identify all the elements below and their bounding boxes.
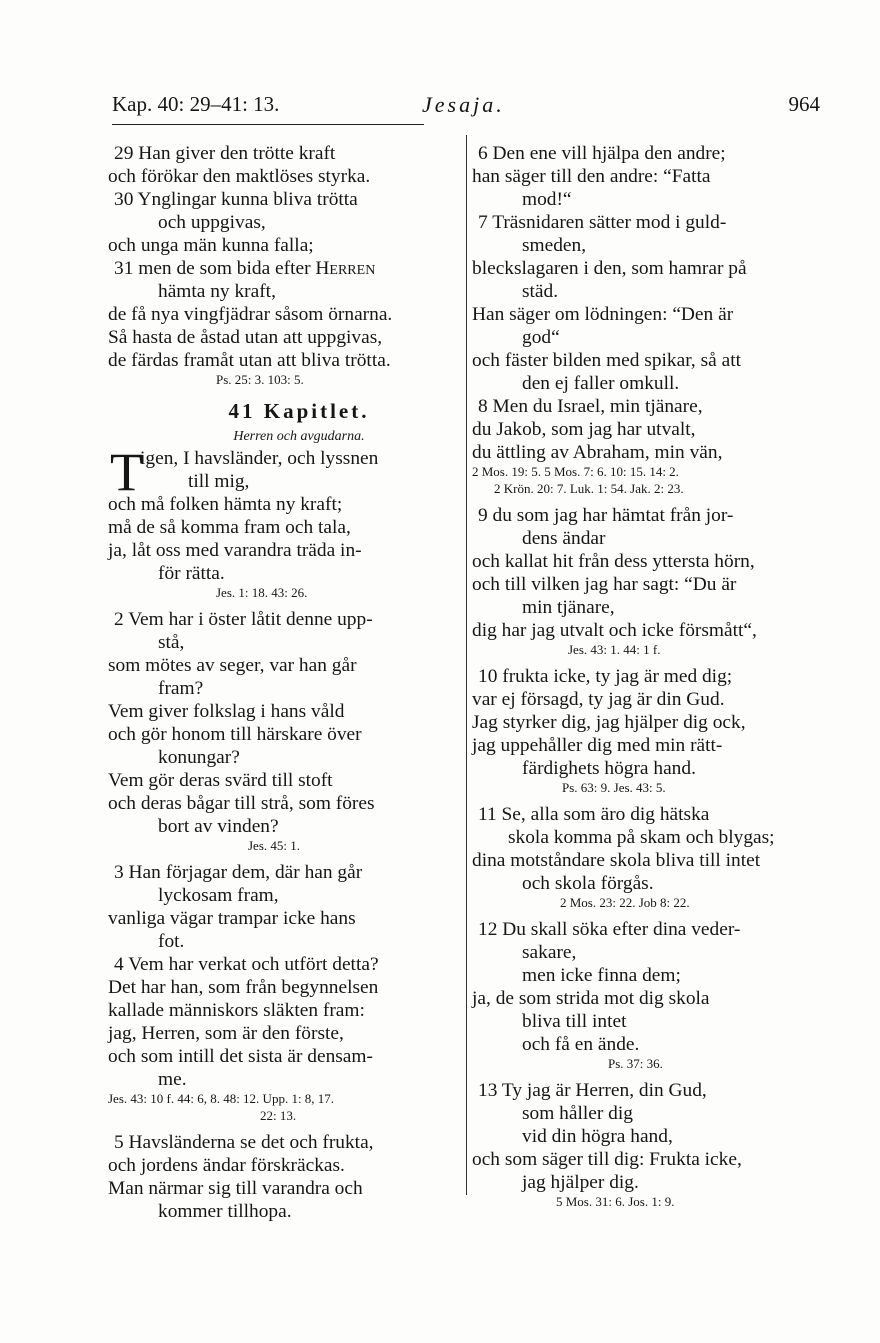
text-line: Det har han, som från begynnelsen: [108, 977, 379, 998]
text-line: sakare,: [522, 942, 577, 963]
text-line: färdighets högra hand.: [522, 758, 696, 779]
text-line: 9 du som jag har hämtat från jor-: [478, 505, 734, 526]
text-line: god“: [522, 327, 560, 348]
text-line: dens ändar: [522, 528, 606, 549]
text-line: ja, låt oss med varandra träda in-: [108, 540, 362, 561]
text-line: 13 Ty jag är Herren, din Gud,: [478, 1080, 707, 1101]
text-line: bort av vinden?: [158, 816, 279, 837]
chapter-subtitle: Herren och avgudarna.: [233, 429, 365, 444]
text-line: [108, 257, 460, 280]
text-line: me.: [158, 1069, 187, 1090]
chapter-title: 41 Kapitlet.: [228, 399, 370, 423]
text-line: och må folken hämta ny kraft;: [108, 494, 343, 515]
verse-block: [108, 1131, 460, 1223]
text-line: 11 Se, alla som äro dig hätska: [478, 804, 710, 825]
text-line: vanliga vägar trampar icke hans: [108, 908, 356, 929]
text-line: som mötes av seger, var han går: [108, 655, 357, 676]
verse-block: [472, 142, 822, 464]
cross-reference: Jes. 1: 18. 43: 26.: [216, 585, 308, 600]
line-text: 31 men de som bida efter: [114, 258, 311, 279]
divine-name: Herren: [315, 258, 376, 279]
verse-block: [472, 918, 822, 1056]
text-line: skola komma på skam och blygas;: [508, 827, 775, 848]
text-line: och fäster bilden med spikar, så att: [472, 350, 741, 371]
text-line: smeden,: [522, 235, 587, 256]
drop-cap: T: [110, 442, 143, 502]
text-line: dina motståndare skola bliva till intet: [472, 850, 761, 871]
text-line: kommer tillhopa.: [158, 1201, 292, 1222]
text-line: han säger till den andre: “Fatta: [472, 166, 711, 187]
text-line: kallade människors släkten fram:: [108, 1000, 365, 1021]
cross-reference: Jes. 43: 1. 44: 1 f.: [568, 642, 661, 657]
left-column: [108, 142, 460, 1223]
text-line: konungar?: [158, 747, 240, 768]
text-line: 7 Träsnidaren sätter mod i guld-: [478, 212, 727, 233]
cross-reference: 22: 13.: [260, 1108, 297, 1123]
text-line: ja, de som strida mot dig skola: [472, 988, 710, 1009]
text-line: och kallat hit från dess yttersta hörn,: [472, 551, 755, 572]
verse-block: [472, 803, 822, 895]
text-line: men icke finna dem;: [522, 965, 681, 986]
cross-reference: 2 Krön. 20: 7. Luk. 1: 54. Jak. 2: 23.: [494, 481, 684, 496]
text-line: och förökar den maktlöses styrka.: [108, 166, 371, 187]
text-line: dig har jag utvalt och icke försmått“,: [472, 620, 757, 641]
text-line: Man närmar sig till varandra och: [108, 1178, 363, 1199]
text-line: 2 Vem har i öster låtit denne upp-: [114, 609, 373, 630]
text-line: och få en ände.: [522, 1034, 640, 1055]
text-line: Vem giver folkslag i hans våld: [108, 701, 345, 722]
text-line: och som säger till dig: Frukta icke,: [472, 1149, 742, 1170]
text-line: städ.: [522, 281, 559, 302]
running-header: [112, 92, 820, 120]
text-line: 3 Han förjagar dem, där han går: [114, 862, 363, 883]
text-line: och unga män kunna falla;: [108, 235, 314, 256]
text-line: du ättling av Abraham, min vän,: [472, 442, 723, 463]
opening-line: igen, I havsländer, och lyssnen: [140, 448, 379, 469]
chapter-opening: [108, 442, 460, 502]
verse-block: [108, 861, 460, 1091]
verse-block: [108, 142, 460, 372]
text-line: mod!“: [522, 189, 572, 210]
cross-reference: 2 Mos. 23: 22. Job 8: 22.: [560, 895, 690, 910]
text-line: jag hjälper dig.: [522, 1172, 639, 1193]
text-line: lyckosam fram,: [158, 885, 279, 906]
text-line: vid din högra hand,: [522, 1126, 673, 1147]
text-line: och uppgivas,: [158, 212, 266, 233]
verse-block: [472, 1079, 822, 1194]
text-line: 6 Den ene vill hjälpa den andre;: [478, 143, 726, 164]
text-line: fram?: [158, 678, 204, 699]
text-line: och till vilken jag har sagt: “Du är: [472, 574, 737, 595]
text-line: 29 Han giver den trötte kraft: [114, 143, 336, 164]
text-line: må de så komma fram och tala,: [108, 517, 351, 538]
text-line: jag uppehåller dig med min rätt-: [472, 735, 723, 756]
text-line: och skola förgås.: [522, 873, 654, 894]
verse-block: [108, 608, 460, 838]
opening-line: till mig,: [188, 471, 250, 492]
text-line: bliva till intet: [522, 1011, 627, 1032]
cross-reference: Jes. 43: 10 f. 44: 6, 8. 48: 12. Upp. 1: 8, 17.: [108, 1091, 335, 1106]
text-line: de färdas framåt utan att bliva trötta.: [108, 350, 391, 371]
cross-reference: Ps. 63: 9. Jes. 43: 5.: [562, 780, 666, 795]
text-line: 4 Vem har verkat och utfört detta?: [114, 954, 379, 975]
text-line: Jag styrker dig, jag hjälper dig ock,: [472, 712, 746, 733]
text-line: stå,: [158, 632, 185, 653]
text-line: 30 Ynglingar kunna bliva trötta: [114, 189, 358, 210]
text-line: Vem gör deras svärd till stoft: [108, 770, 333, 791]
book-title: Jesaja.: [422, 92, 505, 117]
page-number: 964: [788, 92, 820, 116]
text-line: 5 Havsländerna se det och frukta,: [114, 1132, 374, 1153]
column-divider: [466, 135, 467, 1195]
verse-block: [472, 504, 822, 642]
text-line: fot.: [158, 931, 185, 952]
verse-block: [108, 493, 460, 585]
text-line: jag, Herren, som är den förste,: [108, 1023, 344, 1044]
text-line: de få nya vingfjädrar såsom örnarna.: [108, 304, 393, 325]
text-line: du Jakob, som jag har utvalt,: [472, 419, 696, 440]
text-line: och gör honom till härskare över: [108, 724, 362, 745]
text-line: för rätta.: [158, 563, 225, 584]
cross-reference: 2 Mos. 19: 5. 5 Mos. 7: 6. 10: 15. 14: 2.: [472, 464, 679, 479]
header-rule: [112, 124, 424, 125]
text-line: som håller dig: [522, 1103, 633, 1124]
text-line: bleckslagaren i den, som hamrar på: [472, 258, 747, 279]
text-line: Så hasta de åstad utan att uppgivas,: [108, 327, 383, 348]
right-column: [472, 142, 822, 1217]
text-line: och deras bågar till strå, som föres: [108, 793, 375, 814]
text-line: och jordens ändar förskräckas.: [108, 1155, 345, 1176]
cross-reference: Ps. 25: 3. 103: 5.: [216, 372, 304, 387]
text-line: 8 Men du Israel, min tjänare,: [478, 396, 703, 417]
text-line: min tjänare,: [522, 597, 615, 618]
cross-reference: 5 Mos. 31: 6. Jos. 1: 9.: [556, 1194, 675, 1209]
verse-block: [472, 665, 822, 780]
text-line: Han säger om lödningen: “Den är: [472, 304, 734, 325]
chapter-range: Kap. 40: 29–41: 13.: [112, 92, 280, 116]
text-line: 12 Du skall söka efter dina veder-: [478, 919, 741, 940]
cross-reference: Ps. 37: 36.: [608, 1056, 663, 1071]
text-line: hämta ny kraft,: [158, 281, 276, 302]
text-line: och som intill det sista är densam-: [108, 1046, 373, 1067]
text-line: 10 frukta icke, ty jag är med dig;: [478, 666, 733, 687]
cross-reference: Jes. 45: 1.: [248, 838, 300, 853]
text-line: var ej försagd, ty jag är din Gud.: [472, 689, 725, 710]
text-line: den ej faller omkull.: [522, 373, 680, 394]
